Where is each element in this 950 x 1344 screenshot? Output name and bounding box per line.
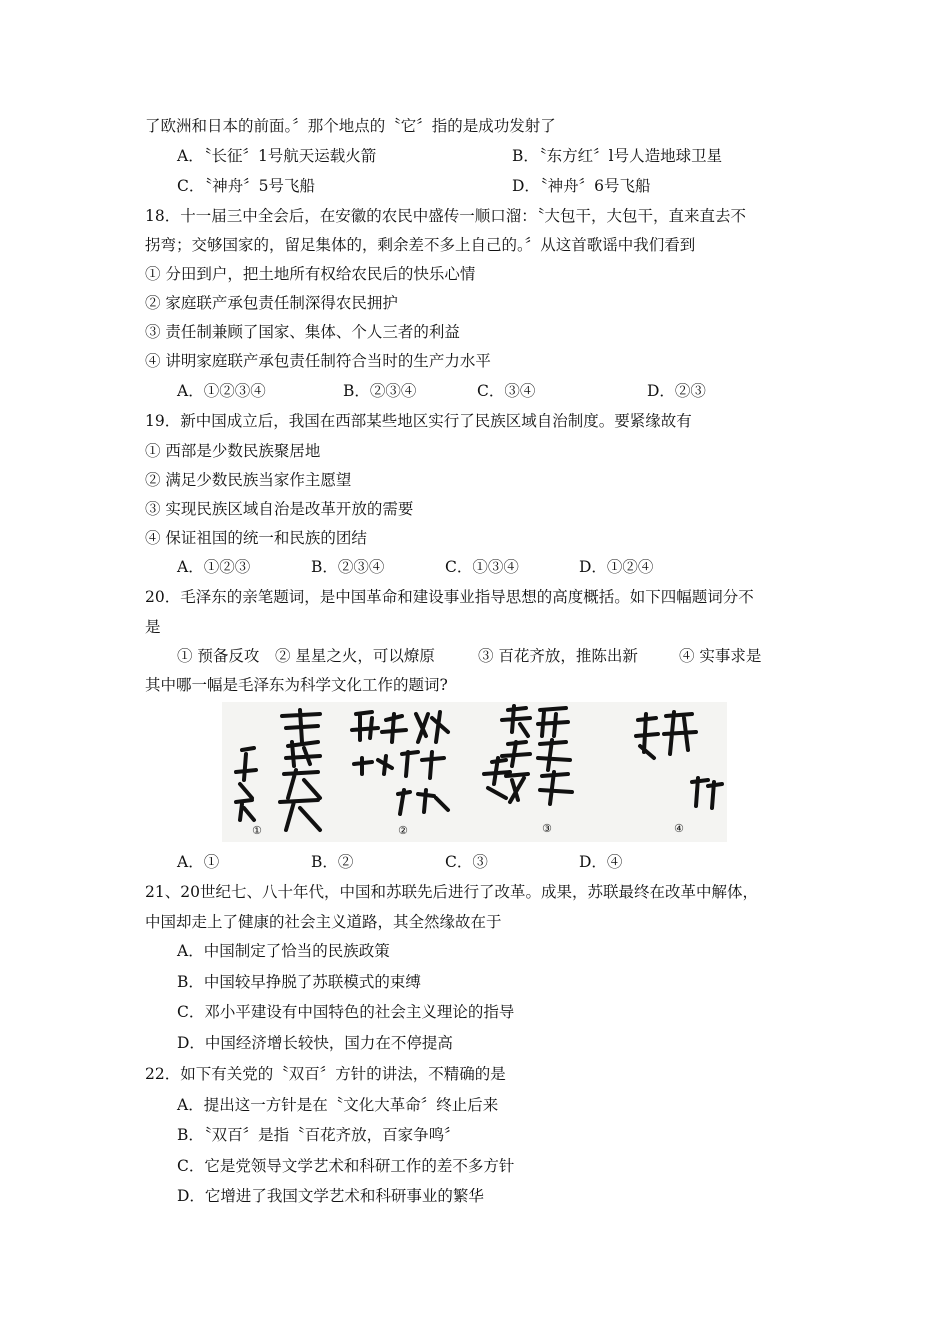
q19-option-c: C．①③④ [445, 558, 519, 576]
q21-stem-line1: 21、20世纪七、八十年代，中国和苏联先后进行了改革。成果，苏联最终在改革中解体， [145, 883, 758, 901]
q20-question: 其中哪一幅是毛泽东为科学文化工作的题词? [145, 676, 448, 694]
q21-option-a: A．中国制定了恰当的民族政策 [177, 942, 390, 960]
q18-option-b: B．②③④ [343, 382, 417, 400]
q19-option-d: D．①②④ [579, 558, 654, 576]
q18-stem-line2: 拐弯；交够国家的，留足集体的，剩余差不多上自己的。〞从这首歌谣中我们看到 [145, 236, 696, 254]
q17-option-d: D．〝神舟〞6号飞船 [512, 177, 651, 195]
figure-number-4: ④ [674, 822, 684, 835]
q18-option-c: C．③④ [477, 382, 536, 400]
q22-stem: 22．如下有关党的〝双百〞方针的讲法，不精确的是 [145, 1065, 506, 1083]
q18-stem-line1: 18．十一届三中全会后，在安徽的农民中盛传一顺口溜：〝大包干，大包干，直来直去不 [145, 207, 746, 225]
q20-stem-line2: 是 [145, 618, 161, 636]
q18-statement-4: ④ 讲明家庭联产承包责任制符合当时的生产力水平 [145, 352, 491, 370]
q19-statement-1: ① 西部是少数民族聚居地 [145, 442, 321, 460]
q20-inscription-2: ② 星星之火，可以燎原 [275, 647, 435, 665]
q18-option-d: D．②③ [647, 382, 706, 400]
q21-option-c: C．邓小平建设有中国特色的社会主义理论的指导 [177, 1003, 515, 1021]
calligraphy-figure [222, 702, 727, 842]
q19-option-a: A．①②③ [177, 558, 251, 576]
q18-option-a: A．①②③④ [177, 382, 266, 400]
q22-option-a: A．提出这一方针是在〝文化大革命〞终止后来 [177, 1096, 499, 1114]
q19-statement-2: ② 满足少数民族当家作主愿望 [145, 471, 352, 489]
q20-inscription-4: ④ 实事求是 [679, 647, 762, 665]
q20-option-c: C．③ [445, 853, 488, 871]
q20-inscription-3: ③ 百花齐放，推陈出新 [478, 647, 638, 665]
q20-stem-line1: 20．毛泽东的亲笔题词，是中国革命和建设事业指导思想的高度概括。如下四幅题词分不 [145, 588, 754, 606]
q20-option-d: D．④ [579, 853, 623, 871]
q19-stem: 19．新中国成立后，我国在西部某些地区实行了民族区域自治制度。要紧缘故有 [145, 412, 692, 430]
q20-inscription-1: ① 预备反攻 [177, 647, 260, 665]
q20-option-a: A．① [177, 853, 220, 871]
q20-option-b: B．② [311, 853, 354, 871]
q19-option-b: B．②③④ [311, 558, 385, 576]
q19-statement-4: ④ 保证祖国的统一和民族的团结 [145, 529, 367, 547]
q18-statement-1: ① 分田到户，把土地所有权给农民后的快乐心情 [145, 265, 476, 283]
q17-option-c: C．〝神舟〞5号飞船 [177, 177, 315, 195]
q17-option-b: B．〝东方红〞l号人造地球卫星 [512, 147, 723, 165]
q17-option-a: A．〝长征〞1号航天运载火箭 [177, 147, 377, 165]
q21-option-b: B．中国较早挣脱了苏联模式的束缚 [177, 973, 421, 991]
figure-number-2: ② [398, 824, 408, 837]
q19-statement-3: ③ 实现民族区域自治是改革开放的需要 [145, 500, 414, 518]
q18-statement-3: ③ 责任制兼顾了国家、集体、个人三者的利益 [145, 323, 460, 341]
q18-statement-2: ② 家庭联产承包责任制深得农民拥护 [145, 294, 398, 312]
q21-stem-line2: 中国却走上了健康的社会主义道路，其全然缘故在于 [145, 913, 502, 931]
figure-number-1: ① [252, 824, 262, 837]
q17-stem-tail: 了欧洲和日本的前面。〞那个地点的〝它〞指的是成功发射了 [145, 117, 556, 135]
q22-option-b: B．〝双百〞是指〝百花齐放，百家争鸣〞 [177, 1126, 460, 1144]
q21-option-d: D．中国经济增长较快，国力在不停提高 [177, 1034, 453, 1052]
figure-number-3: ③ [542, 822, 552, 835]
q22-option-c: C．它是党领导文学艺术和科研工作的差不多方针 [177, 1157, 515, 1175]
q22-option-d: D．它增进了我国文学艺术和科研事业的繁华 [177, 1187, 484, 1205]
